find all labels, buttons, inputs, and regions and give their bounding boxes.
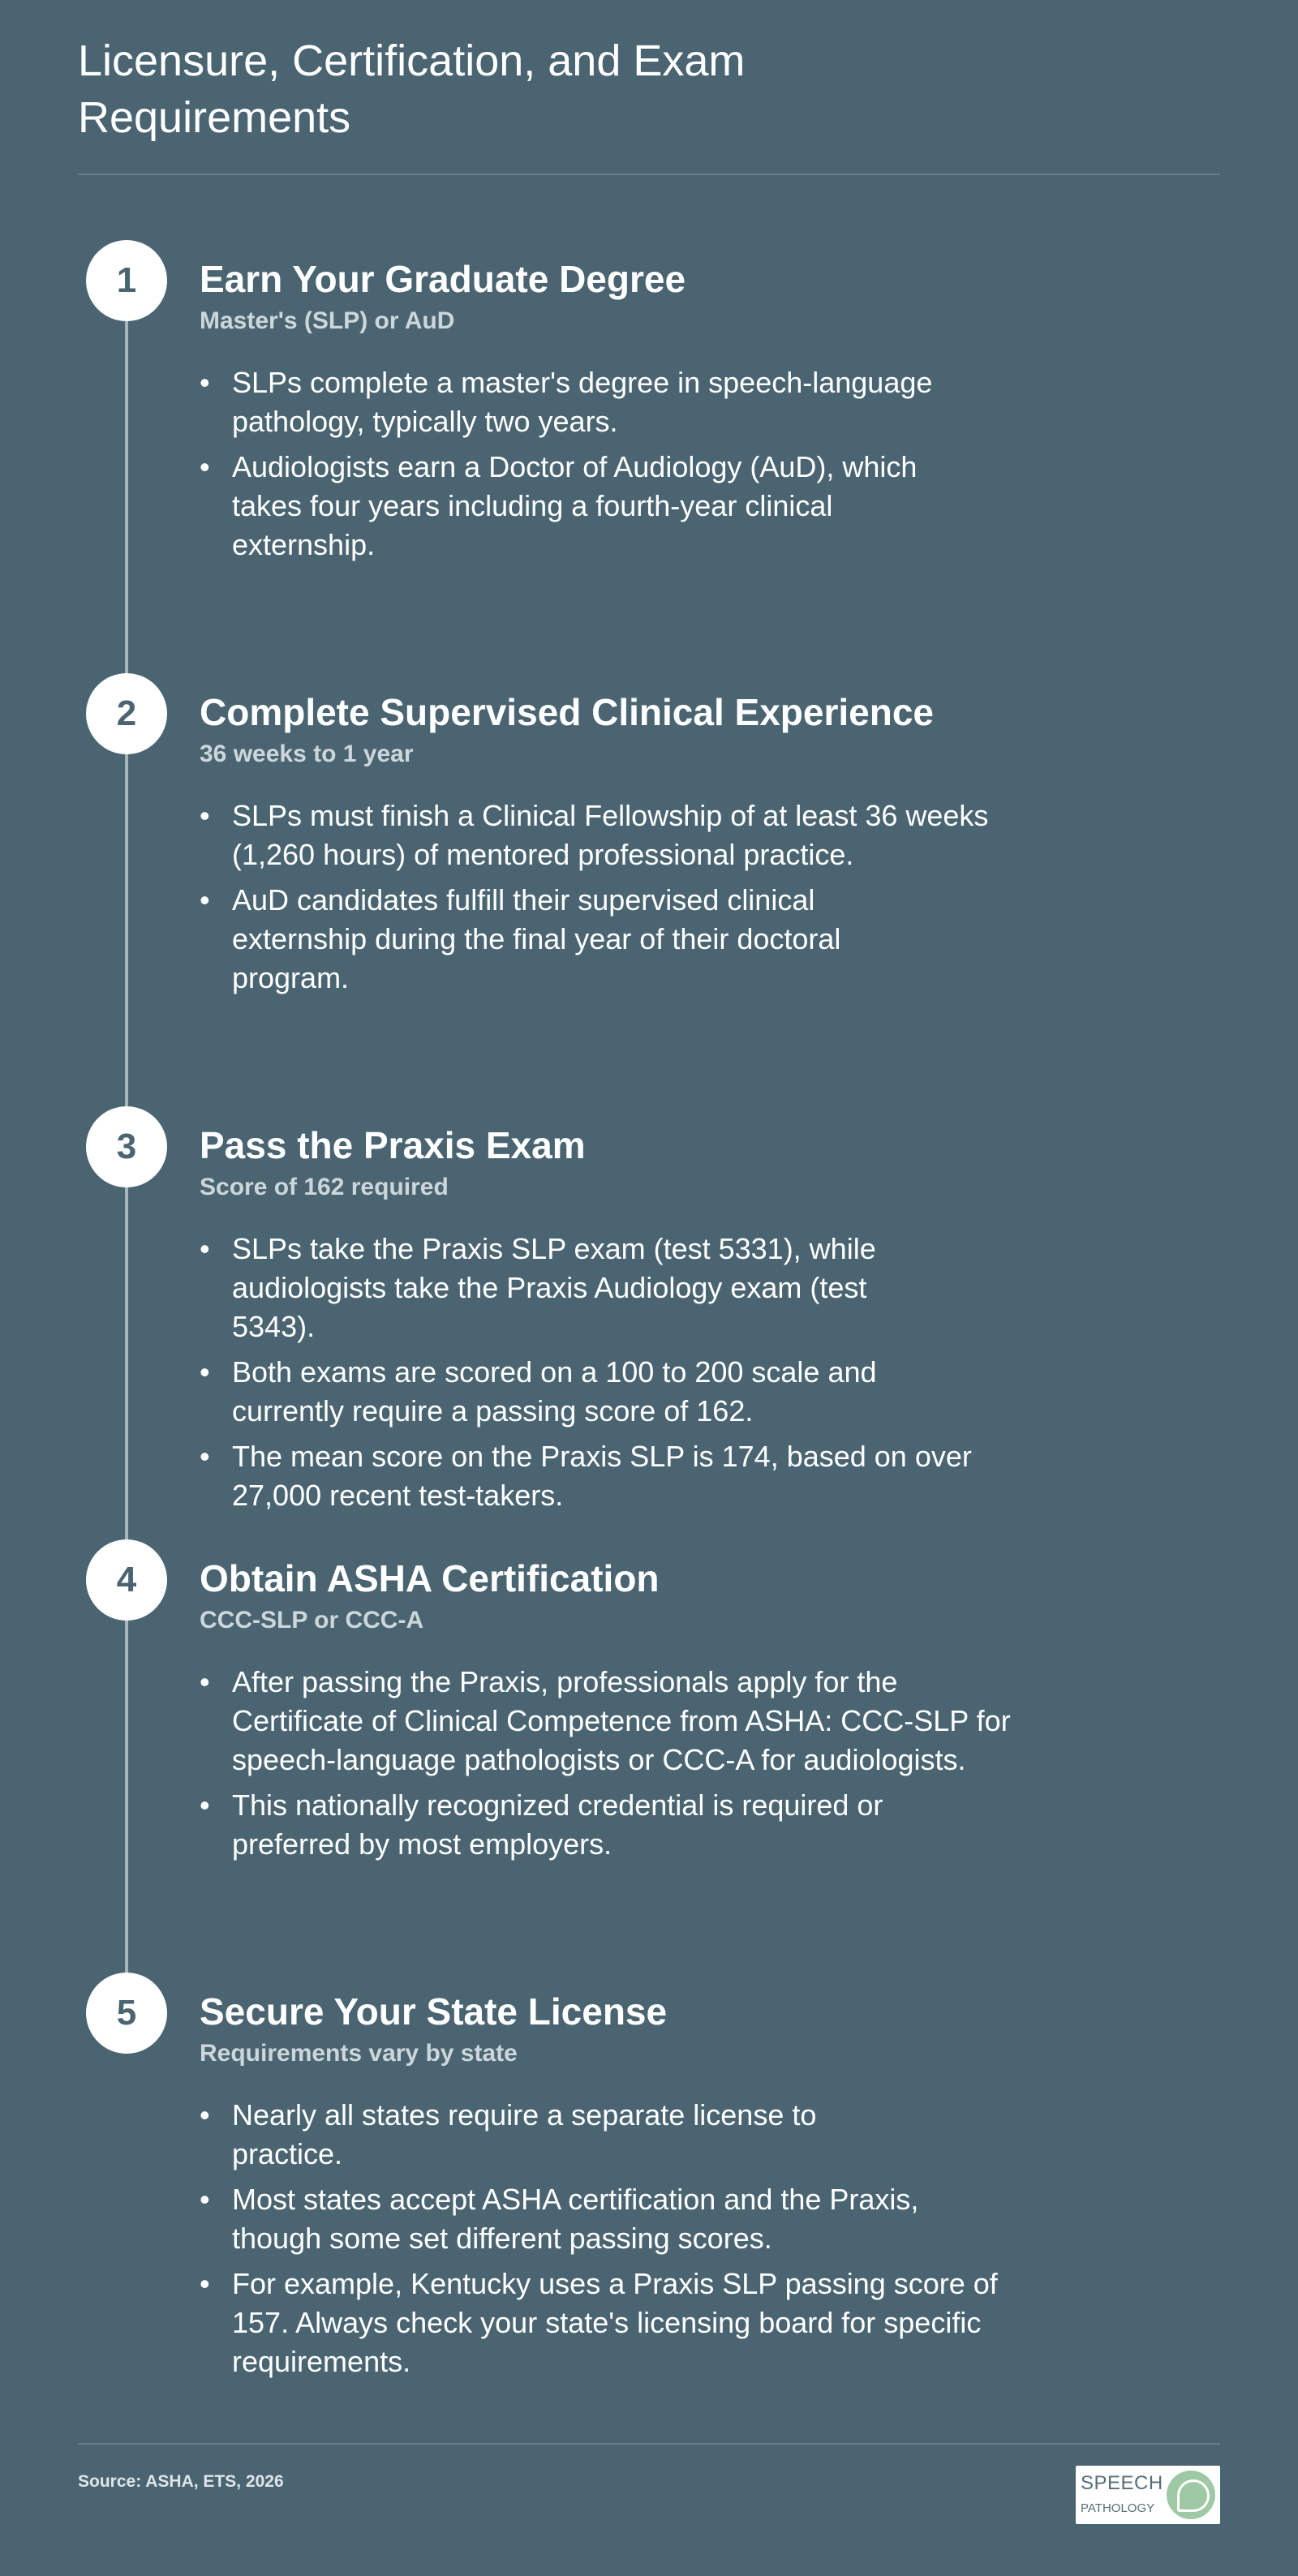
step-bullet-list	[200, 796, 1027, 998]
bullet-dot-icon: •	[200, 883, 210, 917]
bullet-text: For example, Kentucky uses a Praxis SLP passing score of 157. Always check your state's licensing board for specific requirements.	[232, 2267, 998, 2378]
logo-text-pathology: PATHOLOGY	[1081, 2501, 1155, 2515]
footer-divider	[78, 2443, 1220, 2445]
step-subtitle: Master's (SLP) or AuD	[200, 307, 455, 334]
bullet-text: After passing the Praxis, professionals apply for the Certificate of Clinical Competence from ASHA: CCC-SLP for speech-language pathologists or CCC-A for audiologists.	[232, 1665, 1011, 1776]
step-number-badge: 5	[86, 1973, 167, 2054]
bullet-text: SLPs complete a master's degree in speech-language pathology, typically two years.	[232, 366, 933, 438]
logo-text-speech: SPEECH	[1081, 2472, 1163, 2494]
bullet-dot-icon: •	[200, 2183, 210, 2216]
step-subtitle: CCC-SLP or CCC-A	[200, 1607, 424, 1634]
source-note: Source: ASHA, ETS, 2026	[78, 2472, 284, 2491]
bullet-dot-icon: •	[200, 2267, 210, 2300]
speech-bubble-icon	[1167, 2471, 1215, 2519]
step-title: Complete Supervised Clinical Experience	[200, 691, 934, 733]
bullet-text: Both exams are scored on a 100 to 200 scale and currently require a passing score of 162.	[232, 1355, 877, 1428]
step-title: Secure Your State License	[200, 1990, 668, 2033]
bullet-dot-icon: •	[200, 1440, 210, 1473]
bullet-dot-icon: •	[200, 366, 210, 399]
step-content	[200, 1121, 1027, 1522]
step-bullet-list	[200, 363, 1027, 565]
step-content	[200, 255, 1027, 571]
bullet-item	[200, 881, 930, 998]
bullet-dot-icon: •	[200, 2098, 210, 2132]
bullet-text: AuD candidates fulfill their supervised clinical externship during the final year of their doctoral program.	[232, 883, 841, 994]
bullet-dot-icon: •	[200, 1355, 210, 1389]
step-number-badge: 1	[86, 240, 167, 321]
header-divider	[78, 174, 1220, 175]
bullet-dot-icon: •	[200, 1665, 210, 1698]
bullet-dot-icon: •	[200, 1788, 210, 1822]
bullet-text: This nationally recognized credential is required or preferred by most employers.	[232, 1788, 883, 1861]
bullet-text: Audiologists earn a Doctor of Audiology (AuD), which takes four years including a fourth-year clinical externship.	[232, 450, 918, 561]
step-subtitle: 36 weeks to 1 year	[200, 741, 414, 767]
bullet-item	[200, 1353, 978, 1431]
step-number-badge: 2	[86, 673, 167, 754]
bullet-text: Most states accept ASHA certification and the Praxis, though some set different passing scores.	[232, 2183, 919, 2255]
step-number-badge: 4	[86, 1539, 167, 1621]
bullet-text: The mean score on the Praxis SLP is 174, based on over 27,000 recent test-takers.	[232, 1440, 972, 1512]
bullet-item	[200, 2096, 897, 2174]
bullet-item	[200, 448, 978, 565]
bullet-text: SLPs must finish a Clinical Fellowship of at least 36 weeks (1,260 hours) of mentored professional practice.	[232, 799, 989, 871]
bullet-item	[200, 2180, 978, 2258]
step-bullet-list	[200, 2096, 1027, 2381]
bullet-dot-icon: •	[200, 1232, 210, 1265]
header	[78, 32, 1220, 146]
bullet-item	[200, 2265, 1011, 2381]
step-content	[200, 1987, 1027, 2388]
bullet-item	[200, 796, 1011, 874]
step-content	[200, 688, 1027, 1004]
bullet-dot-icon: •	[200, 799, 210, 832]
step-number-badge: 3	[86, 1106, 167, 1187]
page-title: Licensure, Certification, and Exam Requirements	[78, 36, 746, 142]
step-content	[200, 1554, 1027, 1870]
bullet-item	[200, 1663, 1019, 1780]
step-title: Earn Your Graduate Degree	[200, 258, 686, 300]
step-bullet-list	[200, 1663, 1027, 1864]
bullet-text: SLPs take the Praxis SLP exam (test 5331), while audiologists take the Praxis Audiology exam (test 5343).	[232, 1232, 876, 1343]
step-bullet-list	[200, 1230, 1027, 1515]
step-subtitle: Requirements vary by state	[200, 2040, 518, 2067]
bullet-item	[200, 1786, 930, 1864]
step-title: Obtain ASHA Certification	[200, 1557, 660, 1599]
bullet-text: Nearly all states require a separate license to practice.	[232, 2098, 817, 2170]
step-title: Pass the Praxis Exam	[200, 1124, 586, 1166]
bullet-item	[200, 1437, 1027, 1515]
speech-pathology-logo	[1076, 2466, 1220, 2524]
bullet-dot-icon: •	[200, 450, 210, 483]
bullet-item	[200, 1230, 930, 1346]
bullet-item	[200, 363, 978, 441]
step-subtitle: Score of 162 required	[200, 1174, 449, 1200]
